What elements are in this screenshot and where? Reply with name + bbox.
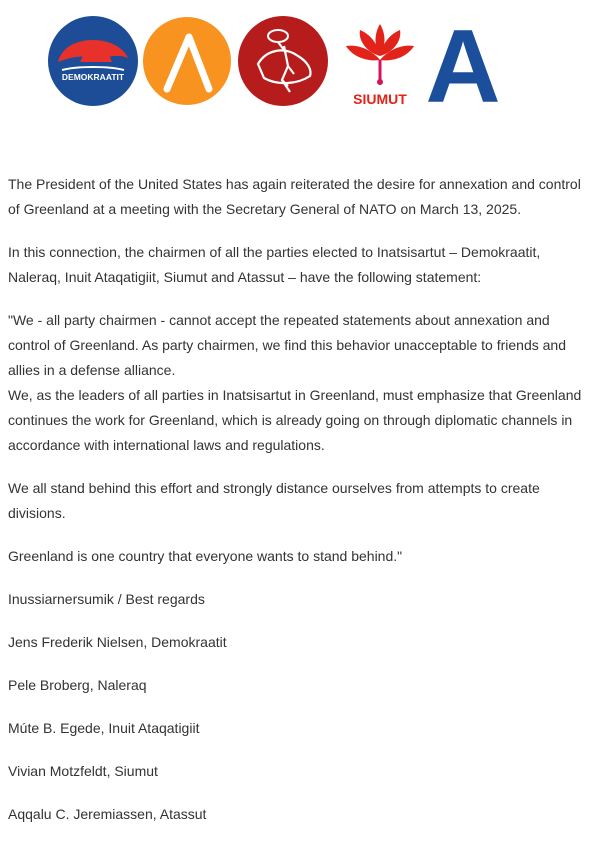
naleraq-logo (143, 17, 231, 105)
siumut-logo-text: SIUMUT (353, 91, 407, 107)
paragraph-quote-3: We all stand behind this effort and strongly distance ourselves from attempts to create divisions. (8, 480, 540, 521)
atassut-logo-letter: A (425, 22, 501, 108)
paragraph-quote-1: "We - all party chairmen - cannot accept the repeated statements about annexation and control of Greenland. As party chairmen, we find this behavior unacceptable to friends and allies in a defense alliance. (8, 312, 566, 378)
signatory: Vivian Motzfeldt, Siumut (8, 763, 158, 779)
inuit-ataqatigiit-logo (238, 16, 328, 106)
signatory: Aqqalu C. Jeremiassen, Atassut (8, 806, 207, 822)
signatory: Jens Frederik Nielsen, Demokraatit (8, 634, 227, 650)
signatory: Múte B. Egede, Inuit Ataqatigiit (8, 720, 200, 736)
paragraph-quote-2: We, as the leaders of all parties in Inatsisartut in Greenland, must emphasize that Greenland continues the work for Greenland, which is already going on through diplomatic channels in accordance with international laws and regulations. (8, 387, 582, 453)
demokraatit-logo-text: DEMOKRAATIT (61, 72, 125, 82)
signatory: Pele Broberg, Naleraq (8, 677, 147, 693)
statement-body (8, 172, 588, 845)
paragraph-intro: The President of the United States has again reiterated the desire for annexation and control of Greenland at a meeting with the Secretary General of NATO on March 13, 2025. (8, 176, 581, 217)
paragraph-context: In this connection, the chairmen of all the parties elected to Inatsisartut – Demokraatit, Naleraq, Inuit Ataqatigiit, Siumut and Atassut – have the following statement: (8, 244, 541, 285)
paragraph-quote-4: Greenland is one country that everyone wants to stand behind." (8, 548, 403, 564)
demokraatit-logo (48, 16, 138, 106)
atassut-logo (424, 22, 502, 108)
party-logos (0, 0, 592, 140)
siumut-logo (340, 16, 420, 110)
closing-regards: Inussiarnersumik / Best regards (8, 591, 205, 607)
signatory-list (8, 630, 588, 827)
